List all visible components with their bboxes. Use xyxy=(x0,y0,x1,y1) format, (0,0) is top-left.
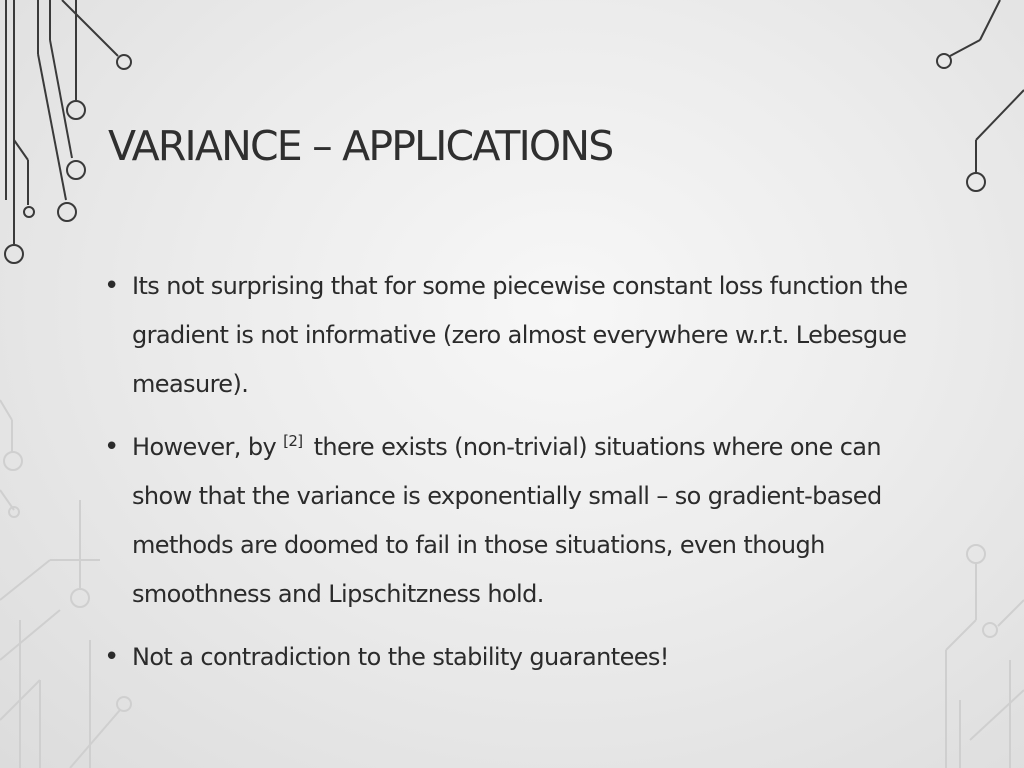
slide-title: VARIANCE – APPLICATIONS xyxy=(108,122,613,170)
bullet-dot-icon: • xyxy=(104,642,119,672)
bullet-item xyxy=(104,262,934,409)
citation-reference: [2] xyxy=(283,432,303,450)
bullet-text-after: there exists (non-trivial) situations where one can show that the variance is exponentially small – so gradient-based methods are doomed to fail in those situations, even though smoothness and Lipschitzness hold. xyxy=(132,433,882,608)
bullet-item xyxy=(104,423,934,619)
bullet-item xyxy=(104,633,934,682)
bullet-text: Not a contradiction to the stability guarantees! xyxy=(132,643,669,671)
bullet-text-before: However, by xyxy=(132,433,284,461)
bullet-text: Its not surprising that for some piecewise constant loss function the gradient is not informative (zero almost everywhere w.r.t. Lebesgue measure). xyxy=(132,272,908,398)
bullet-list xyxy=(104,262,934,696)
bullet-dot-icon: • xyxy=(104,271,119,301)
bullet-dot-icon: • xyxy=(104,432,119,462)
